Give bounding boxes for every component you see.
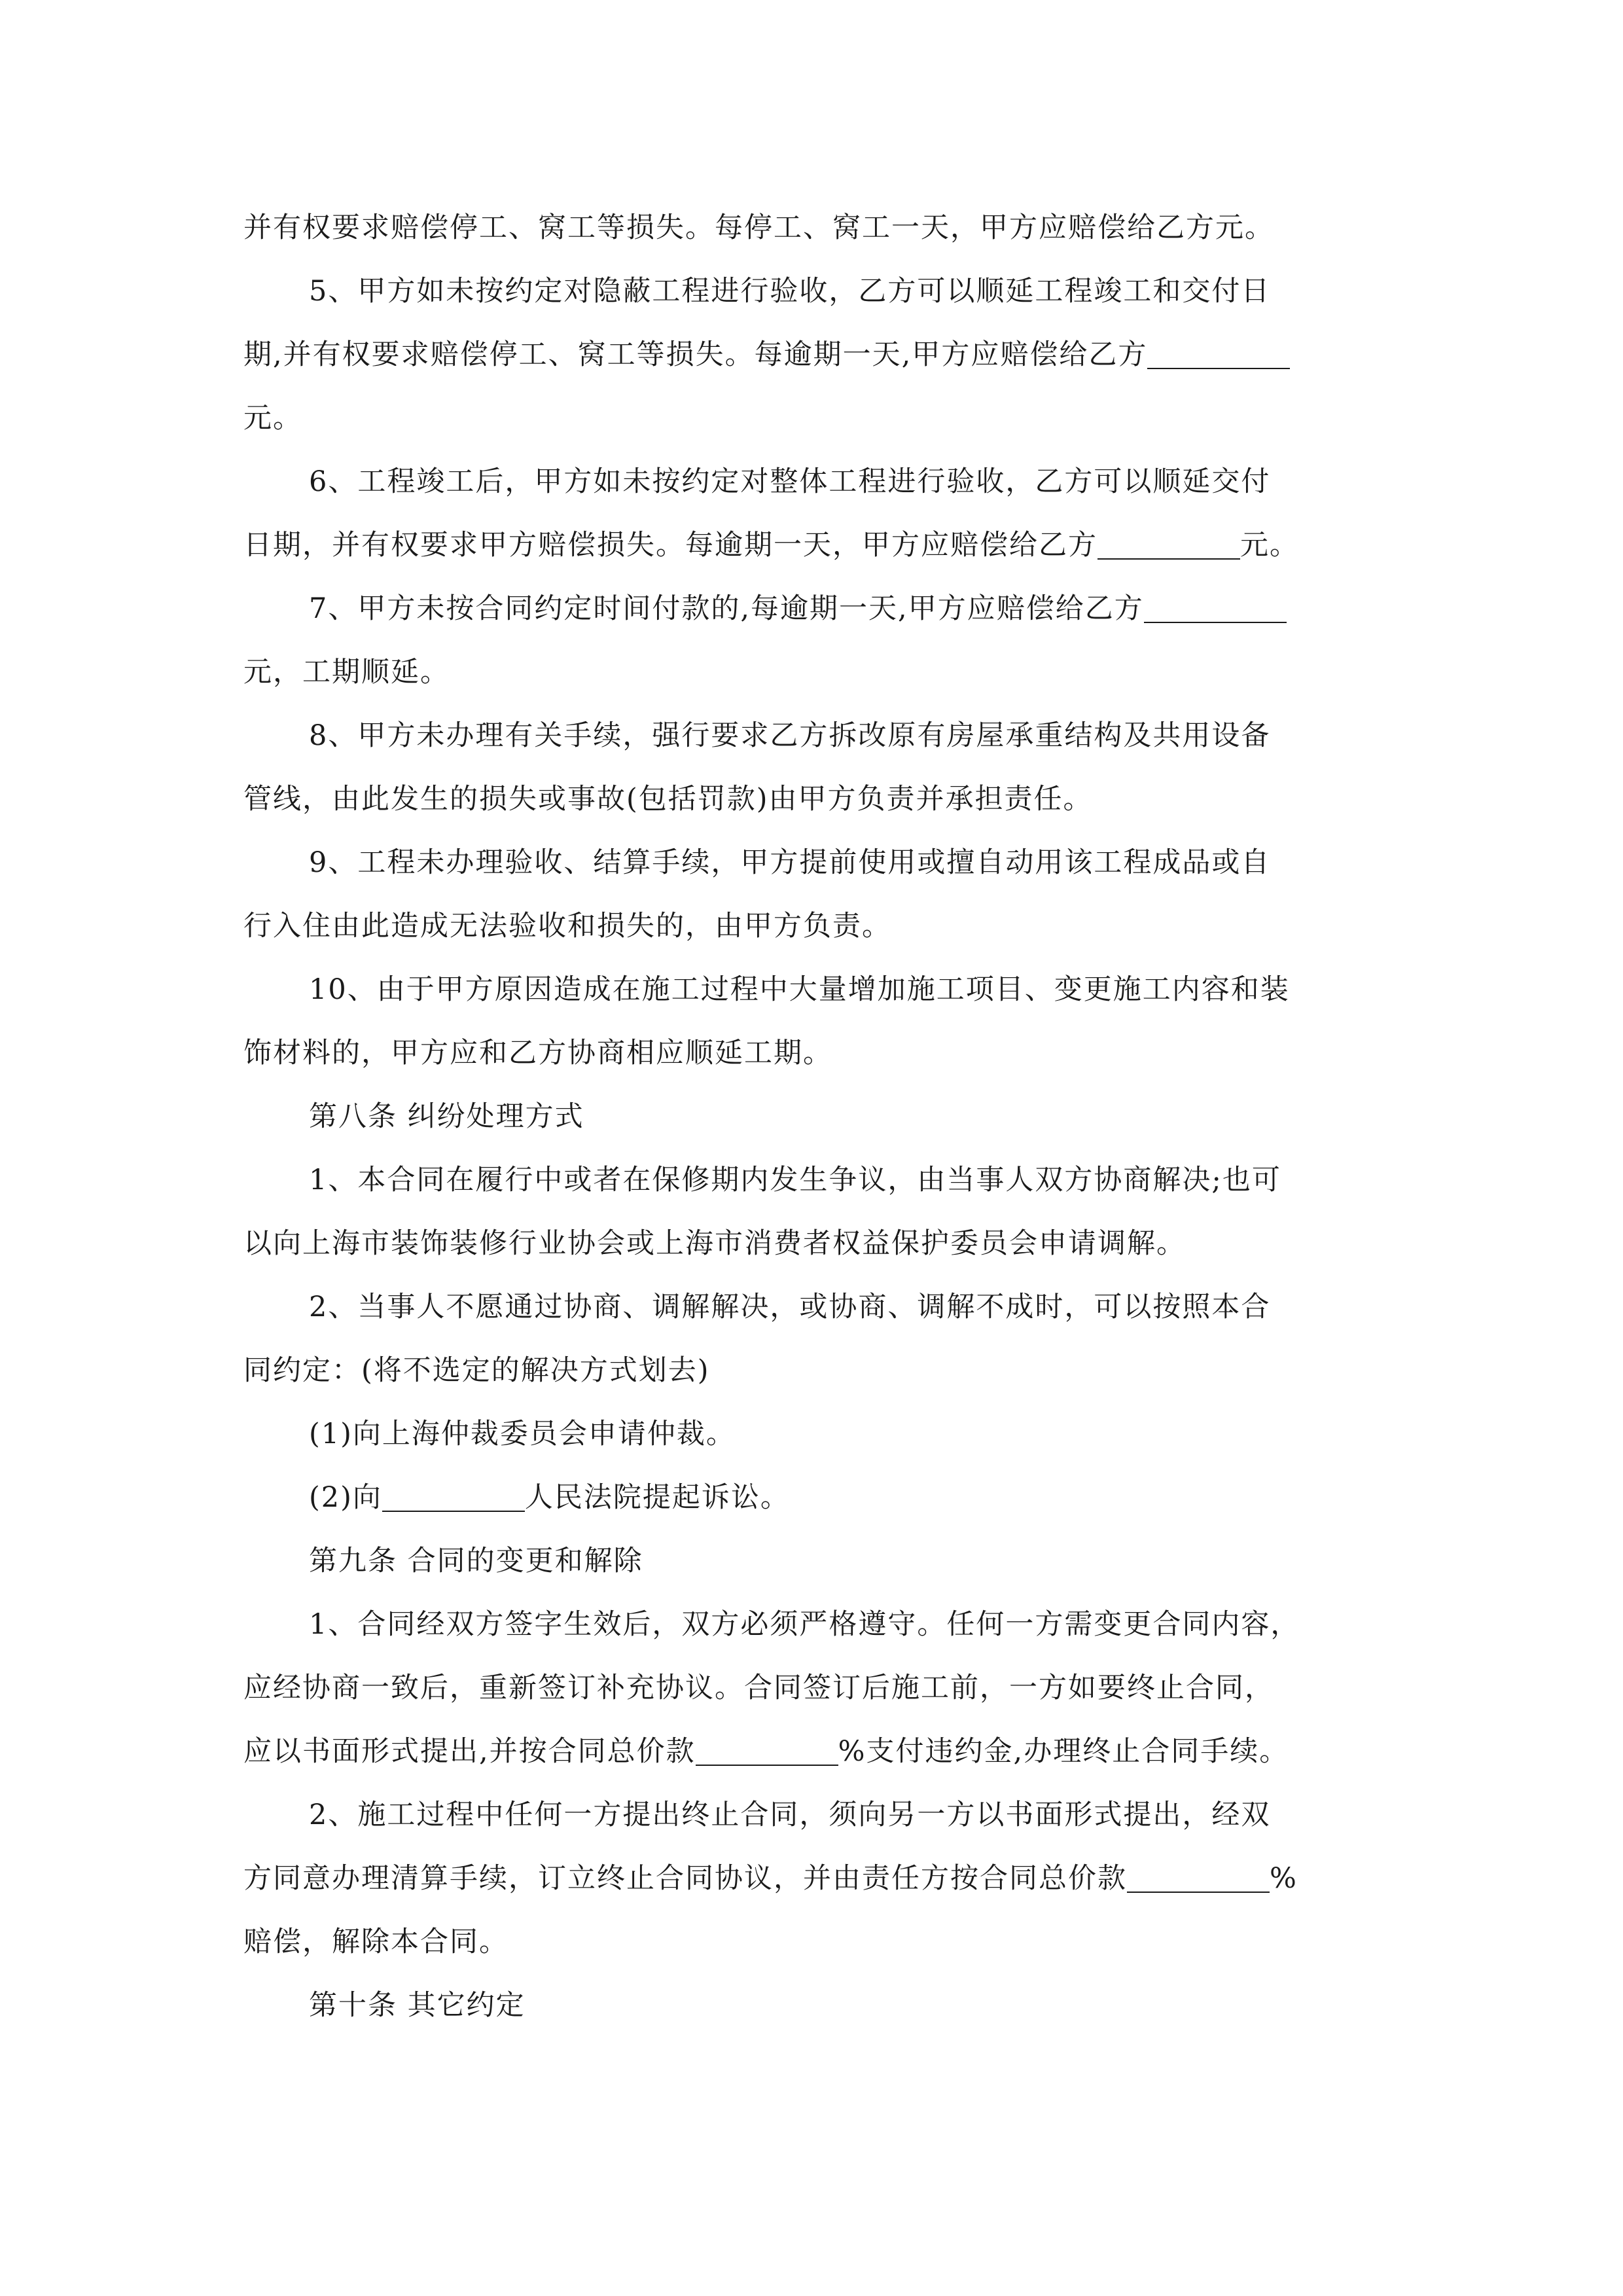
heading-text: 第八条 纠纷处理方式 [309, 1100, 584, 1133]
line-text: 行入住由此造成无法验收和损失的，由甲方负责。 [243, 910, 891, 942]
paragraph-line [243, 522, 1382, 585]
line-text: 管线，由此发生的损失或事故(包括罚款)由甲方负责并承担责任。 [243, 783, 1093, 816]
line-text: 1、本合同在履行中或者在保修期内发生争议，由当事人双方协商解决;也可 [309, 1164, 1281, 1196]
line-text: (2)向 [309, 1481, 382, 1514]
paragraph-line [243, 331, 1382, 395]
line-text: 赔偿，解除本合同。 [243, 1926, 508, 1958]
paragraph-line [243, 649, 1382, 712]
paragraph-line [243, 903, 1382, 966]
paragraph-line [243, 1855, 1382, 1918]
heading-text: 第十条 其它约定 [309, 1989, 526, 2022]
line-text: 7、甲方未按合同约定时间付款的,每逾期一天,甲方应赔偿给乙方 [309, 592, 1144, 625]
paragraph-line [243, 1220, 1382, 1283]
line-text: 人民法院提起诉讼。 [524, 1481, 790, 1514]
paragraph-line [243, 1030, 1382, 1093]
article-9-heading [243, 1537, 1382, 1601]
line-text: 方同意办理清算手续，订立终止合同协议，并由责任方按合同总价款 [243, 1862, 1127, 1895]
fill-in-blank [1144, 585, 1287, 623]
paragraph-line [243, 1918, 1382, 1982]
line-text: 2、当事人不愿通过协商、调解解决，或协商、调解不成时，可以按照本合 [309, 1291, 1271, 1323]
paragraph-line [243, 1664, 1382, 1728]
line-text: 1、合同经双方签字生效后，双方必须严格遵守。任何一方需变更合同内容， [309, 1608, 1300, 1641]
line-text: 10、由于甲方原因造成在施工过程中大量增加施工项目、变更施工内容和装 [309, 973, 1290, 1006]
paragraph-line [243, 395, 1382, 458]
article-9-clause-1 [243, 1601, 1382, 1664]
line-text: 6、工程竣工后，甲方如未按约定对整体工程进行验收，乙方可以顺延交付 [309, 465, 1271, 498]
article-8-heading [243, 1093, 1382, 1157]
option-2 [243, 1474, 1382, 1537]
article-8-clause-1 [243, 1157, 1382, 1220]
line-text: 元。 [243, 402, 302, 435]
line-text: % [1270, 1862, 1298, 1895]
line-text: 元。 [1240, 529, 1299, 562]
line-text: 饰材料的，甲方应和乙方协商相应顺延工期。 [243, 1037, 832, 1069]
fill-in-blank [382, 1474, 525, 1512]
clause-7 [243, 585, 1382, 649]
line-text: 9、工程未办理验收、结算手续，甲方提前使用或擅自动用该工程成品或自 [309, 846, 1271, 879]
line-text: %支付违约金,办理终止合同手续。 [838, 1735, 1289, 1768]
line-text: 应以书面形式提出,并按合同总价款 [243, 1735, 696, 1768]
fill-in-blank [696, 1728, 838, 1766]
paragraph-line [243, 1347, 1382, 1410]
line-text: 期,并有权要求赔偿停工、窝工等损失。每逾期一天,甲方应赔偿给乙方 [243, 338, 1148, 371]
paragraph-line [243, 204, 1382, 268]
line-text: 并有权要求赔偿停工、窝工等损失。每停工、窝工一天，甲方应赔偿给乙方元。 [243, 211, 1274, 244]
heading-text: 第九条 合同的变更和解除 [309, 1545, 643, 1577]
clause-8 [243, 712, 1382, 776]
line-text: 同约定：(将不选定的解决方式划去) [243, 1354, 710, 1387]
fill-in-blank [1097, 522, 1240, 560]
line-text: 2、施工过程中任何一方提出终止合同，须向另一方以书面形式提出，经双 [309, 1799, 1271, 1831]
option-1 [243, 1410, 1382, 1474]
line-text: (1)向上海仲裁委员会申请仲裁。 [309, 1418, 736, 1450]
line-text: 应经协商一致后，重新签订补充协议。合同签订后施工前，一方如要终止合同， [243, 1672, 1274, 1704]
contract-body [243, 204, 1382, 2045]
fill-in-blank [1127, 1855, 1270, 1893]
clause-10 [243, 966, 1382, 1030]
paragraph-line [243, 1728, 1382, 1791]
clause-9 [243, 839, 1382, 903]
line-text: 以向上海市装饰装修行业协会或上海市消费者权益保护委员会申请调解。 [243, 1227, 1186, 1260]
article-10-heading [243, 1982, 1382, 2045]
line-text: 8、甲方未办理有关手续，强行要求乙方拆改原有房屋承重结构及共用设备 [309, 719, 1271, 752]
fill-in-blank [1147, 331, 1290, 369]
article-9-clause-2 [243, 1791, 1382, 1855]
line-text: 元，工期顺延。 [243, 656, 450, 689]
article-8-clause-2 [243, 1283, 1382, 1347]
paragraph-line [243, 776, 1382, 839]
clause-5 [243, 268, 1382, 331]
clause-6 [243, 458, 1382, 522]
line-text: 5、甲方如未按约定对隐蔽工程进行验收，乙方可以顺延工程竣工和交付日 [309, 275, 1271, 308]
line-text: 日期，并有权要求甲方赔偿损失。每逾期一天，甲方应赔偿给乙方 [243, 529, 1097, 562]
